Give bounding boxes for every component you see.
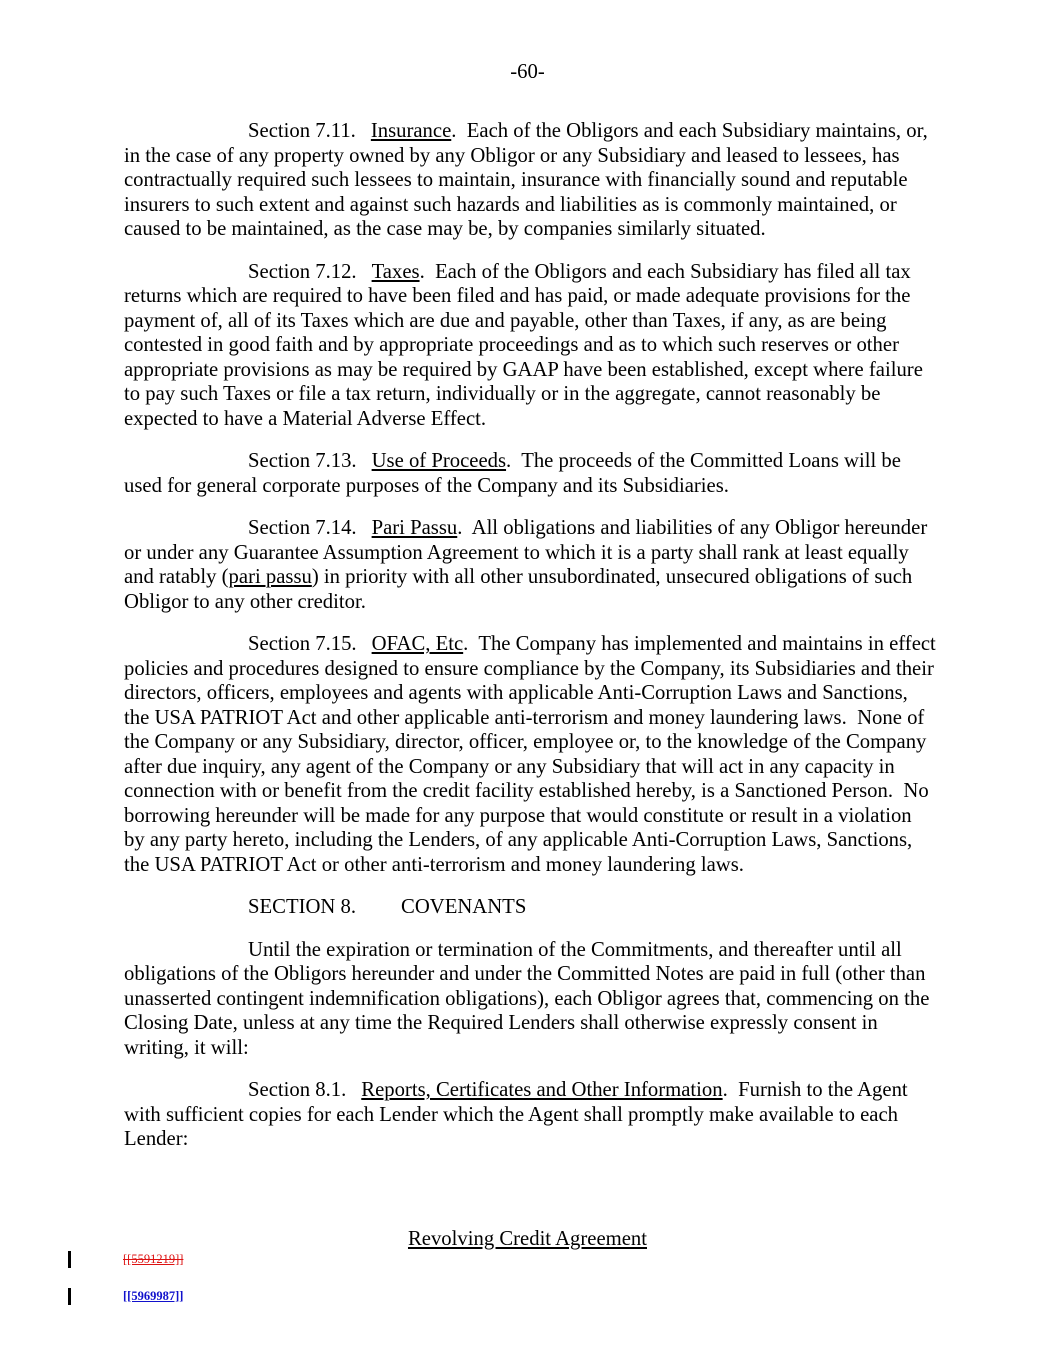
page-number: -60- <box>510 61 545 83</box>
redline-inserted-id: [[5969987]] <box>123 1289 184 1303</box>
paragraph-covenants-intro <box>124 938 936 1061</box>
footer-title: Revolving Credit Agreement <box>407 1228 647 1250</box>
section-title: Reports, Certificates and Other Information <box>361 1079 723 1101</box>
paragraph-section-8-1 <box>124 1078 936 1152</box>
section-title: Use of Proceeds <box>371 450 507 472</box>
paragraph-section-7-15 <box>124 632 941 877</box>
section-body: . Each of the Obligors and each Subsidiary has filed all tax returns which are required to have been filed and has paid, or made adequate provisions for the payment of, all of its Taxes which are due and payable, other than Taxes, if any, as are being contested in good faith and by appropriate proceedings and as to which such reserves or other appropriate provisions as may be required by GAAP have been established, except where failure to pay such Taxes or file a tax return, individually or in the aggregate, cannot reasonably be expected to have a Material Adverse Effect. <box>124 260 929 430</box>
change-bar-deleted <box>68 1251 71 1268</box>
section-body: . All obligations and liabilities of any Obligor hereunder or under any Guarantee Assumption Agreement to which it is a party shall rank at least equally and ratably ( <box>124 517 933 588</box>
section-label: Section 7.14. <box>248 517 357 539</box>
paragraph-section-7-11 <box>124 119 936 242</box>
section-body: . Furnish to the Agent with sufficient copies for each Lender which the Agent shall promptly make available to each Lender: <box>124 1079 913 1150</box>
document-footer <box>0 1228 1055 1251</box>
paragraph-section-7-13 <box>124 449 936 498</box>
paragraph-section-7-12 <box>124 260 936 432</box>
section-8-heading <box>124 895 936 920</box>
redline-deleted-id: [[5591219]] <box>123 1252 184 1266</box>
section-title: OFAC, Etc <box>371 633 464 655</box>
document-body <box>124 119 941 1170</box>
paragraph-section-7-14 <box>124 516 936 614</box>
section-body: . The proceeds of the Committed Loans will be used for general corporate purposes of the Company and its Subsidiaries. <box>124 450 907 497</box>
section-label: Section 7.15. <box>248 633 357 655</box>
section-body: . The Company has implemented and maintains in effect policies and procedures designed to ensure compliance by the Company, its Subsidiaries and their directors, officers, employees and agents with applicable Anti-Corruption Laws and Sanctions, the USA PATRIOT Act and other applicable anti-terrorism and money laundering laws. None of the Company or any Subsidiary, director, officer, employee or, to the knowledge of the Company after due inquiry, any agent of the Company or any Subsidiary that will act in any capacity in connection with or benefit from the credit facility established hereby, is a Sanctioned Person. No borrowing hereunder will be made for any purpose that would constitute or result in a violation by any party hereto, including the Lenders, of any applicable Anti-Corruption Laws, Sanctions, the USA PATRIOT Act or other anti-terrorism and money laundering laws. <box>124 633 941 876</box>
latin-term-emphasis: pari passu <box>228 566 312 588</box>
section-label: Section 7.13. <box>248 450 357 472</box>
section-label: Section 7.11. <box>248 120 356 142</box>
section-heading-title: COVENANTS <box>401 896 527 918</box>
paragraph-body: Until the expiration or termination of the Commitments, and thereafter until all obligations of the Obligors hereunder and under the Committed Notes are paid in full (other than unasserted contingent indemnification obligations), each Obligor agrees that, commencing on the Closing Date, unless at any time the Required Lenders shall otherwise expressly consent in writing, it will: <box>124 938 935 1059</box>
change-bar-inserted <box>68 1288 71 1305</box>
section-title: Insurance <box>370 120 452 142</box>
section-body: . Each of the Obligors and each Subsidiary maintains, or, in the case of any property owned by any Obligor or any Subsidiary and leased to lessees, has contractually required such lessees to maintain, insurance with financially sound and reputable insurers to such extent and against such hazards and liabilities as is commonly maintained, or caused to be maintained, as the case may be, by companies similarly situated. <box>124 120 934 240</box>
section-title: Taxes <box>371 260 420 283</box>
section-label: Section 8.1. <box>248 1079 347 1101</box>
section-label: Section 7.12. <box>248 260 357 283</box>
section-title: Pari Passu <box>371 517 458 539</box>
section-heading-label: SECTION 8. <box>248 896 357 918</box>
section-body: ) in priority with all other unsubordinated, unsecured obligations of such Obligor to any other creditor. <box>124 566 918 613</box>
